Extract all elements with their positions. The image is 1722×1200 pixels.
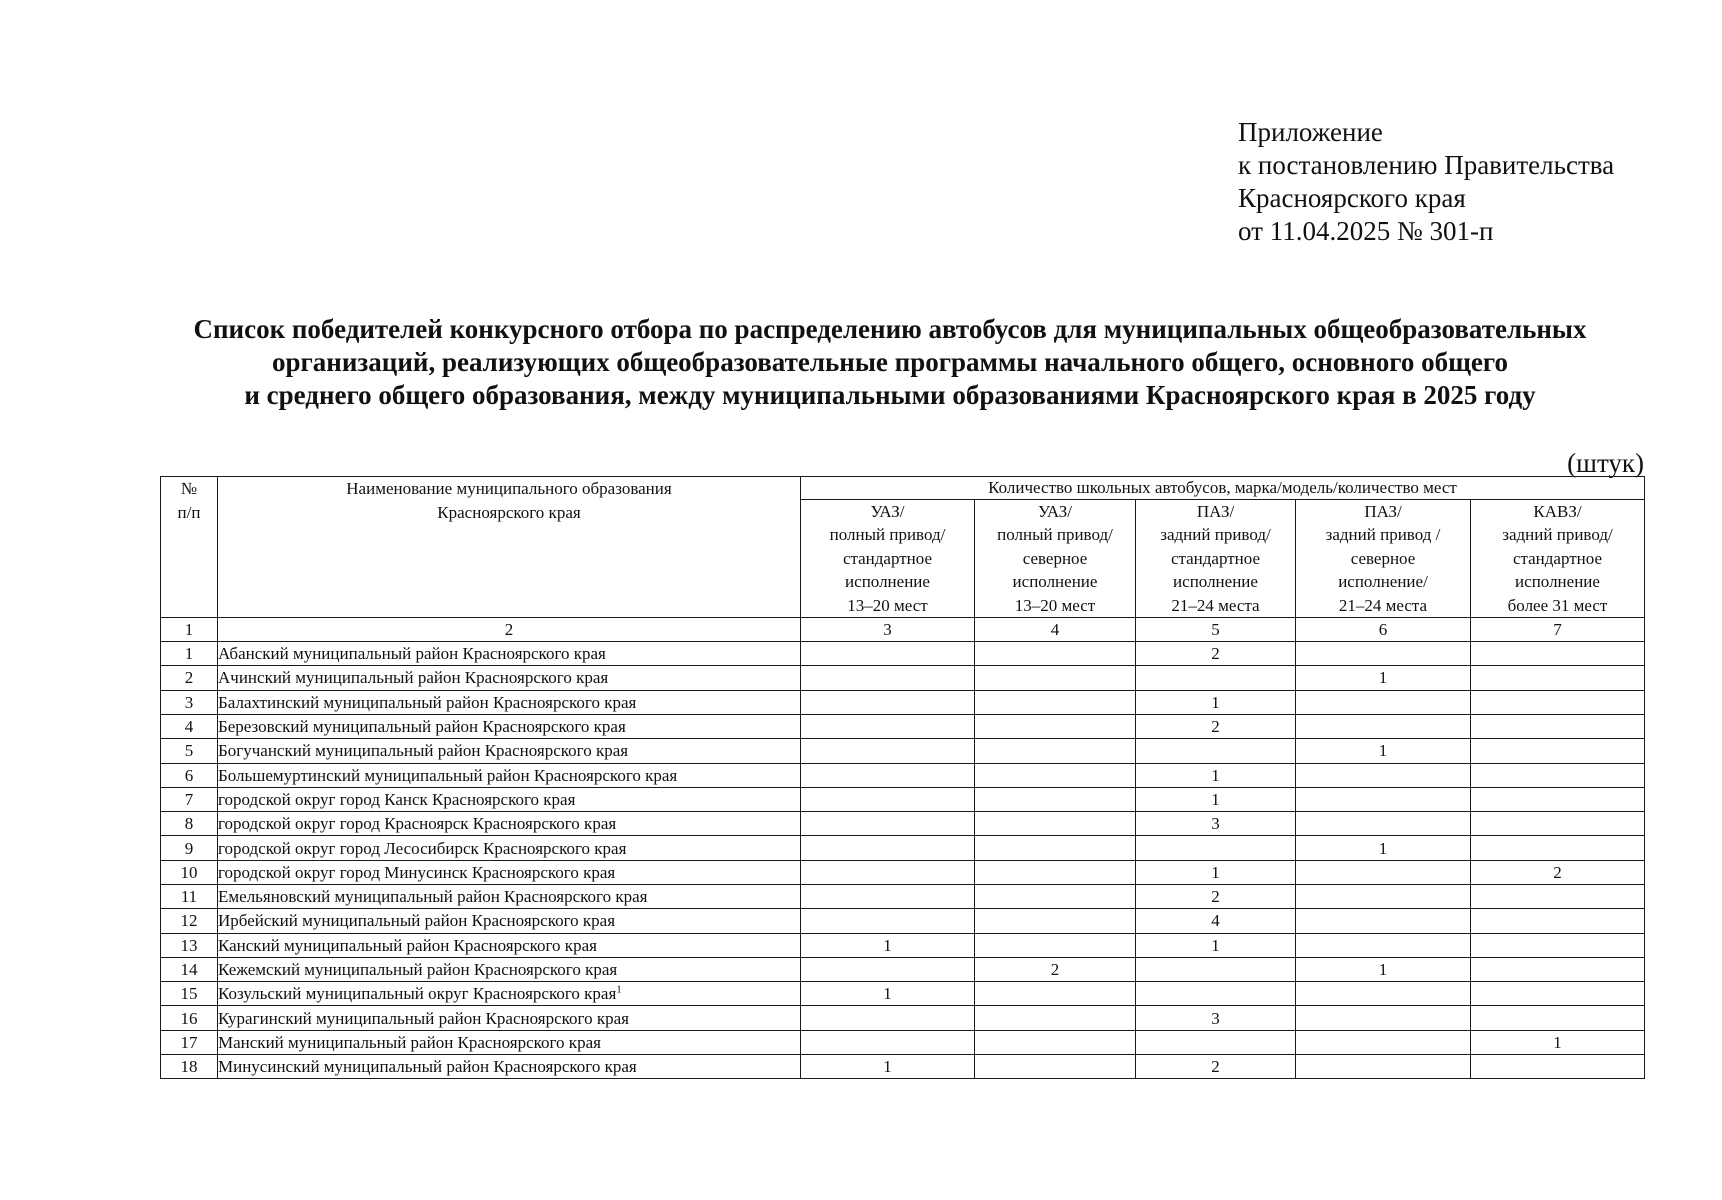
bus-count-cell [801, 739, 975, 763]
bus-count-cell [1136, 836, 1296, 860]
bus-count-cell [1471, 690, 1645, 714]
appendix-block [1238, 116, 1614, 248]
bus-count-cell: 1 [801, 933, 975, 957]
municipality-name: Ачинский муниципальный район Красноярского края [218, 668, 609, 688]
bus-count-cell [1296, 982, 1471, 1006]
bus-count-cell [801, 836, 975, 860]
municipality-cell [218, 690, 801, 714]
title-line: Список победителей конкурсного отбора по распределению автобусов для муниципальных общеобразовательных [193, 314, 1587, 344]
row-number: 5 [161, 739, 218, 763]
table-row [161, 666, 1645, 690]
bus-count-cell [975, 860, 1136, 884]
municipality-cell [218, 1030, 801, 1054]
bus-count-cell: 1 [1136, 860, 1296, 884]
bus-count-cell [1471, 836, 1645, 860]
bus-count-cell [1296, 787, 1471, 811]
table-row [161, 690, 1645, 714]
bus-count-cell: 1 [1471, 1030, 1645, 1054]
units-label: (штук) [1567, 448, 1644, 478]
bus-count-cell: 2 [1136, 642, 1296, 666]
bus-count-cell [1296, 642, 1471, 666]
municipality-cell [218, 909, 801, 933]
bus-count-cell [1296, 690, 1471, 714]
header-bus-column-line: исполнение [1515, 572, 1600, 592]
row-number: 12 [161, 909, 218, 933]
bus-count-cell [1136, 1030, 1296, 1054]
bus-count-cell [975, 885, 1136, 909]
row-number: 6 [161, 763, 218, 787]
bus-count-cell [1136, 666, 1296, 690]
municipality-cell [218, 666, 801, 690]
row-number: 16 [161, 1006, 218, 1030]
column-number: 7 [1471, 618, 1645, 642]
bus-count-cell [801, 812, 975, 836]
municipality-name: Богучанский муниципальный район Красноярского края [218, 741, 629, 761]
bus-count-cell [1296, 812, 1471, 836]
bus-count-cell [801, 787, 975, 811]
municipality-name: Кежемский муниципальный район Красноярского края [218, 960, 618, 980]
bus-count-cell [975, 909, 1136, 933]
header-bus-column [801, 500, 975, 618]
municipality-cell [218, 1055, 801, 1079]
header-number-line: № [180, 479, 198, 498]
table-row [161, 836, 1645, 860]
bus-count-cell: 1 [1136, 787, 1296, 811]
municipality-name: Курагинский муниципальный район Красноярского края [218, 1008, 629, 1028]
bus-count-cell [801, 714, 975, 738]
bus-count-cell: 4 [1136, 909, 1296, 933]
row-number: 11 [161, 885, 218, 909]
bus-count-cell [975, 642, 1136, 666]
bus-count-cell: 1 [1296, 836, 1471, 860]
bus-count-cell [975, 1055, 1136, 1079]
municipality-name: Большемуртинский муниципальный район Красноярского края [218, 765, 678, 785]
row-number: 8 [161, 812, 218, 836]
bus-count-cell: 1 [1136, 933, 1296, 957]
bus-count-cell: 2 [1136, 714, 1296, 738]
municipality-cell [218, 860, 801, 884]
bus-count-cell [1471, 666, 1645, 690]
title-line: и среднего общего образования, между муниципальными образованиями Красноярского края в 2025 году [244, 380, 1536, 410]
municipality-cell [218, 982, 801, 1006]
bus-count-cell: 1 [801, 982, 975, 1006]
bus-count-cell [1296, 909, 1471, 933]
bus-count-cell: 3 [1136, 1006, 1296, 1030]
table-row [161, 860, 1645, 884]
municipality-name: Козульский муниципальный округ Красноярского края [218, 984, 617, 1004]
table-row [161, 763, 1645, 787]
municipality-name: городской округ город Лесосибирск Красноярского края [218, 838, 627, 858]
header-bus-column-line: полный привод/ [997, 525, 1113, 545]
table-row [161, 739, 1645, 763]
row-number: 14 [161, 957, 218, 981]
row-number: 3 [161, 690, 218, 714]
bus-count-cell [1471, 957, 1645, 981]
table-row [161, 642, 1645, 666]
row-number: 18 [161, 1055, 218, 1079]
municipality-name: Минусинский муниципальный район Красноярского края [218, 1057, 637, 1077]
bus-count-cell [1471, 1055, 1645, 1079]
column-number: 4 [975, 618, 1136, 642]
bus-count-cell [1296, 860, 1471, 884]
column-number: 1 [161, 618, 218, 642]
municipality-name: Ирбейский муниципальный район Красноярского края [218, 911, 616, 931]
bus-count-cell: 1 [1296, 957, 1471, 981]
header-number-line: п/п [177, 503, 201, 522]
municipality-name: Абанский муниципальный район Красноярского края [218, 644, 606, 664]
municipality-name: Канский муниципальный район Красноярского края [218, 935, 597, 955]
header-bus-column-line: 13–20 мест [847, 595, 928, 615]
bus-count-cell [975, 666, 1136, 690]
bus-count-cell [1471, 1006, 1645, 1030]
header-bus-column-line: 13–20 мест [1014, 595, 1096, 615]
bus-count-cell [975, 1006, 1136, 1030]
municipality-cell [218, 957, 801, 981]
bus-count-cell [801, 666, 975, 690]
bus-count-cell [1136, 982, 1296, 1006]
header-bus-column-line: задний привод/ [1502, 525, 1613, 545]
bus-count-cell [1471, 909, 1645, 933]
municipality-name: городской округ город Красноярск Красноярского края [218, 814, 617, 834]
bus-count-cell: 2 [975, 957, 1136, 981]
header-bus-column-line: УАЗ/ [870, 502, 905, 521]
table-row [161, 982, 1645, 1006]
header-bus-column-line: стандартное [842, 548, 933, 568]
municipality-name: Емельяновский муниципальный район Красноярского края [218, 887, 648, 907]
table-row [161, 909, 1645, 933]
footnote-marker: 1 [616, 983, 622, 996]
bus-count-cell [1471, 933, 1645, 957]
header-bus-column-line: полный привод/ [829, 525, 946, 545]
bus-count-cell [1471, 642, 1645, 666]
bus-count-cell [1296, 1055, 1471, 1079]
bus-count-cell [975, 836, 1136, 860]
bus-count-cell [1296, 763, 1471, 787]
table-row [161, 787, 1645, 811]
appendix-line: к постановлению Правительства [1238, 150, 1615, 180]
column-number: 2 [218, 618, 801, 642]
header-bus-column-line: более 31 мест [1507, 595, 1608, 615]
bus-count-cell [801, 1006, 975, 1030]
bus-count-cell [1471, 739, 1645, 763]
bus-count-cell [1296, 1030, 1471, 1054]
bus-count-cell [801, 860, 975, 884]
bus-count-cell: 2 [1136, 1055, 1296, 1079]
bus-count-cell [975, 763, 1136, 787]
municipality-cell [218, 739, 801, 763]
bus-count-cell: 1 [1296, 739, 1471, 763]
row-number: 15 [161, 982, 218, 1006]
bus-count-cell [975, 714, 1136, 738]
row-number: 17 [161, 1030, 218, 1054]
header-bus-column-line: КАВЗ/ [1533, 502, 1582, 521]
header-bus-column-line: задний привод/ [1160, 525, 1271, 545]
bus-count-cell [1471, 885, 1645, 909]
header-bus-column-line: исполнение/ [1338, 572, 1428, 592]
header-number [161, 477, 218, 618]
header-bus-column [1471, 500, 1645, 618]
header-bus-column-line: ПАЗ/ [1196, 502, 1235, 521]
table-row [161, 1055, 1645, 1079]
appendix-line: Приложение [1238, 117, 1383, 147]
municipality-cell [218, 885, 801, 909]
winners-table [160, 476, 1645, 1079]
header-bus-column [975, 500, 1136, 618]
row-number: 7 [161, 787, 218, 811]
bus-count-cell [975, 933, 1136, 957]
column-number: 3 [801, 618, 975, 642]
row-number: 4 [161, 714, 218, 738]
municipality-name: Березовский муниципальный район Красноярского края [218, 717, 626, 737]
bus-count-cell [975, 739, 1136, 763]
appendix-line: Красноярского края [1238, 183, 1466, 213]
bus-count-cell [1136, 739, 1296, 763]
table-row [161, 714, 1645, 738]
bus-count-cell [1296, 1006, 1471, 1030]
header-bus-column [1136, 500, 1296, 618]
table-row [161, 957, 1645, 981]
row-number: 1 [161, 642, 218, 666]
row-number: 9 [161, 836, 218, 860]
table-row [161, 1006, 1645, 1030]
bus-count-cell [801, 690, 975, 714]
bus-count-cell [1471, 763, 1645, 787]
header-bus-column-line: 21–24 места [1338, 595, 1428, 615]
municipality-cell [218, 642, 801, 666]
municipality-cell [218, 933, 801, 957]
column-number-row [161, 618, 1645, 642]
bus-count-cell [1471, 787, 1645, 811]
header-municipality-line: Красноярского края [437, 503, 581, 522]
bus-count-cell: 1 [1136, 763, 1296, 787]
row-number: 2 [161, 666, 218, 690]
municipality-cell [218, 714, 801, 738]
document-title [120, 313, 1660, 412]
bus-count-cell [1471, 812, 1645, 836]
header-bus-count-group: Количество школьных автобусов, марка/модель/количество мест [801, 477, 1645, 500]
header-bus-column-line: исполнение [845, 572, 930, 592]
bus-count-cell [975, 1030, 1136, 1054]
bus-count-cell [801, 1030, 975, 1054]
bus-count-cell: 1 [1296, 666, 1471, 690]
row-number: 13 [161, 933, 218, 957]
municipality-cell [218, 812, 801, 836]
bus-count-cell [801, 909, 975, 933]
bus-count-cell [975, 982, 1136, 1006]
bus-count-cell: 2 [1471, 860, 1645, 884]
bus-count-cell [975, 690, 1136, 714]
bus-count-cell: 1 [801, 1055, 975, 1079]
bus-count-cell: 3 [1136, 812, 1296, 836]
appendix-line: от 11.04.2025 № 301-п [1238, 216, 1494, 246]
bus-count-cell [801, 957, 975, 981]
header-bus-column-line: 21–24 места [1171, 595, 1260, 615]
bus-count-cell: 1 [1136, 690, 1296, 714]
municipality-cell [218, 836, 801, 860]
bus-count-cell [1296, 714, 1471, 738]
header-bus-column-line: УАЗ/ [1038, 502, 1072, 521]
municipality-cell [218, 1006, 801, 1030]
bus-count-cell [801, 763, 975, 787]
header-bus-column-line: северное [1350, 548, 1416, 568]
column-number: 5 [1136, 618, 1296, 642]
header-bus-column-line: задний привод / [1325, 525, 1441, 545]
bus-count-cell [1296, 933, 1471, 957]
municipality-name: Манский муниципальный район Красноярского края [218, 1032, 601, 1052]
header-bus-column-line: стандартное [1170, 548, 1261, 568]
municipality-name: Балахтинский муниципальный район Красноярского края [218, 692, 637, 712]
bus-count-cell [975, 812, 1136, 836]
municipality-name: городской округ город Канск Красноярского края [218, 789, 576, 809]
header-bus-column-line: исполнение [1012, 572, 1098, 592]
bus-count-cell [801, 885, 975, 909]
bus-count-cell [1136, 957, 1296, 981]
bus-count-cell [1296, 885, 1471, 909]
header-municipality-line: Наименование муниципального образования [346, 479, 672, 498]
bus-count-cell [1471, 714, 1645, 738]
header-bus-column-line: стандартное [1512, 548, 1603, 568]
header-bus-column-line: исполнение [1173, 572, 1258, 592]
municipality-cell [218, 763, 801, 787]
table-row [161, 1030, 1645, 1054]
row-number: 10 [161, 860, 218, 884]
bus-count-cell [801, 642, 975, 666]
table-row [161, 812, 1645, 836]
bus-count-cell: 2 [1136, 885, 1296, 909]
header-bus-column [1296, 500, 1471, 618]
bus-count-cell [975, 787, 1136, 811]
header-municipality [218, 477, 801, 618]
bus-count-cell [1471, 982, 1645, 1006]
municipality-cell [218, 787, 801, 811]
title-line: организаций, реализующих общеобразовательные программы начального общего, основного общего [272, 347, 1508, 377]
table-row [161, 885, 1645, 909]
table-row [161, 933, 1645, 957]
column-number: 6 [1296, 618, 1471, 642]
header-bus-column-line: северное [1022, 548, 1088, 568]
municipality-name: городской округ город Минусинск Красноярского края [218, 862, 616, 882]
header-bus-column-line: ПАЗ/ [1364, 502, 1402, 521]
